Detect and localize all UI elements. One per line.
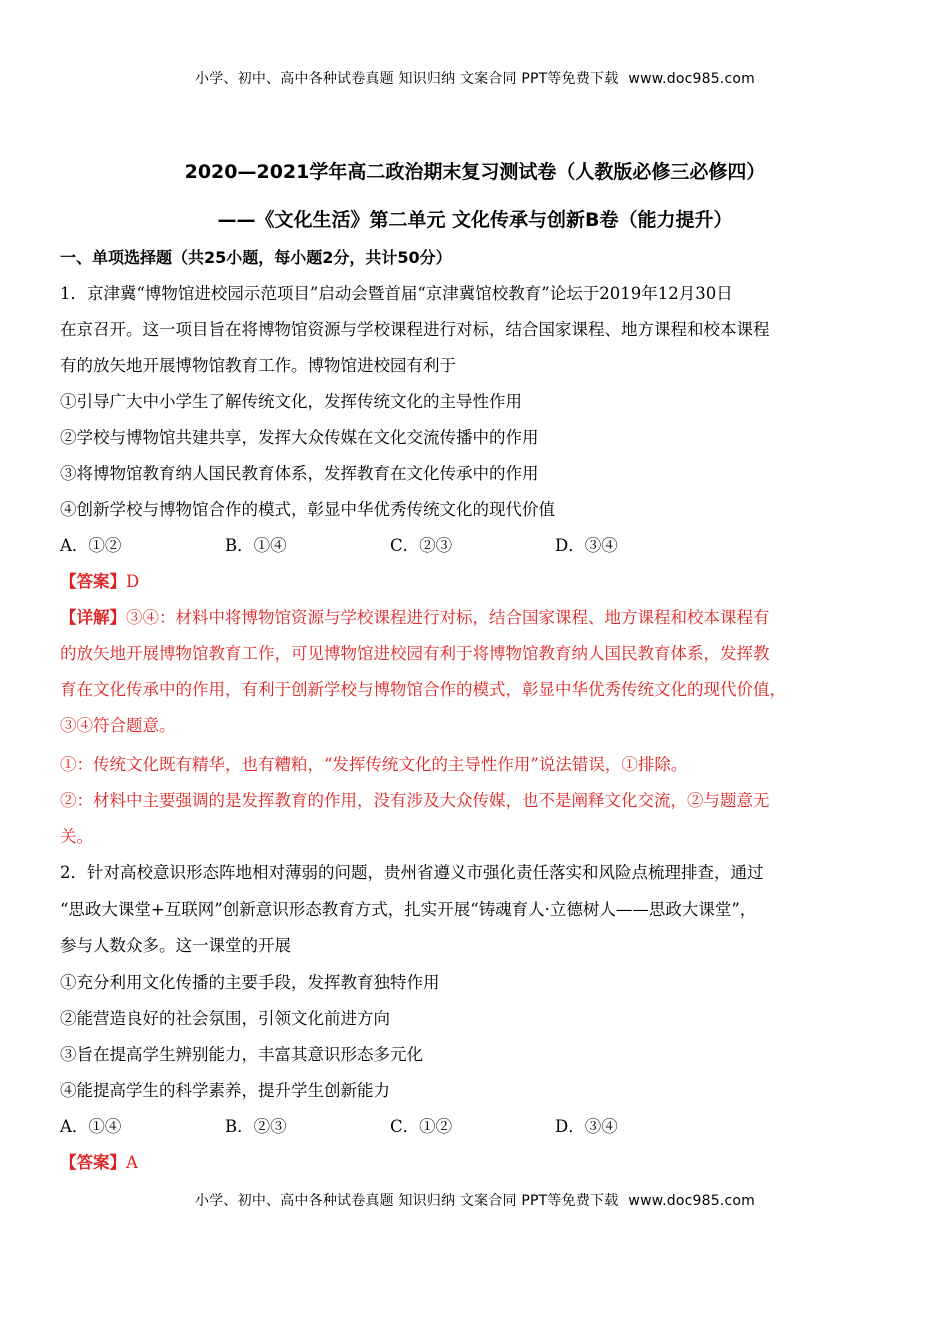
q2-item: ①充分利用文化传播的主要手段，发挥教育独特作用: [60, 973, 440, 992]
q1-item: ③将博物馆教育纳人国民教育体系，发挥教育在文化传承中的作用: [60, 464, 539, 483]
q1-stem-line: 1．京津冀“博物馆进校园示范项目”启动会暨首届“京津冀馆校教育”论坛于2019年12月30日: [60, 284, 733, 303]
q1-stem-line: 有的放矢地开展博物馆教育工作。博物馆进校园有利于: [60, 356, 456, 375]
exam-subtitle: ——《文化生活》第二单元 文化传承与创新B卷（能力提升）: [217, 209, 733, 231]
q2-option-c[interactable]: C．①②: [390, 1117, 453, 1136]
q1-option-c[interactable]: C．②③: [390, 536, 453, 555]
q2-stem-line: “思政大课堂+互联网”创新意识形态教育方式，扎实开展“铸魂育人·立德树人——思政大课堂”，: [60, 900, 757, 919]
q1-options: [60, 534, 900, 558]
q1-answer: [60, 570, 900, 594]
q2-option-a[interactable]: A．①④: [60, 1117, 122, 1136]
q1-detail-line: ③④符合题意。: [60, 716, 176, 735]
exam-title: 2020—2021学年高二政治期末复习测试卷（人教版必修三必修四）: [184, 161, 766, 183]
header-text: 小学、初中、高中各种试卷真题 知识归纳 文案合同 PPT等免费下载: [195, 71, 619, 87]
q1-option-a[interactable]: A．①②: [60, 536, 122, 555]
q1-item: ④创新学校与博物馆合作的模式，彰显中华优秀传统文化的现代价值: [60, 500, 555, 519]
q2-option-b[interactable]: B．②③: [225, 1117, 287, 1136]
q2-options: [60, 1115, 900, 1139]
section-heading: 一、单项选择题（共25小题，每小题2分，共计50分）: [60, 248, 452, 267]
q2-item: ②能营造良好的社会氛围，引领文化前进方向: [60, 1009, 390, 1028]
q1-item: ②学校与博物馆共建共享，发挥大众传媒在文化交流传播中的作用: [60, 428, 539, 447]
page-footer: [0, 1190, 950, 1210]
q2-option-d[interactable]: D．③④: [555, 1117, 618, 1136]
q1-detail-line: 育在文化传承中的作用，有利于创新学校与博物馆合作的模式，彰显中华优秀传统文化的现代价值，: [60, 680, 786, 699]
q2-answer-value: A: [126, 1153, 138, 1172]
q1-option-d[interactable]: D．③④: [555, 536, 618, 555]
q2-item: ④能提高学生的科学素养，提升学生创新能力: [60, 1081, 390, 1100]
q2-stem-line: 2．针对高校意识形态阵地相对薄弱的问题，贵州省遵义市强化责任落实和风险点梳理排查，通过: [60, 863, 764, 882]
q1-answer-label: 【答案】: [60, 572, 126, 591]
q2-answer: [60, 1151, 900, 1175]
footer-text: 小学、初中、高中各种试卷真题 知识归纳 文案合同 PPT等免费下载: [195, 1193, 619, 1209]
q1-option-b[interactable]: B．①④: [225, 536, 287, 555]
q1-detail-line: ①：传统文化既有精华，也有糟粕，“发挥传统文化的主导性作用”说法错误，①排除。: [60, 755, 688, 774]
q1-detail-text: ③④：材料中将博物馆资源与学校课程进行对标，结合国家课程、地方课程和校本课程有: [126, 608, 770, 627]
q1-answer-value: D: [126, 572, 140, 591]
q1-detail-line: 关。: [60, 827, 93, 846]
q1-detail-label: 【详解】: [60, 608, 126, 627]
q1-item: ①引导广大中小学生了解传统文化，发挥传统文化的主导性作用: [60, 392, 522, 411]
footer-domain-link[interactable]: www.doc985.com: [628, 1193, 755, 1209]
q1-detail-line: ②：材料中主要强调的是发挥教育的作用，没有涉及大众传媒，也不是阐释文化交流，②与题意无: [60, 791, 770, 810]
q1-stem-line: 在京召开。这一项目旨在将博物馆资源与学校课程进行对标，结合国家课程、地方课程和校本课程: [60, 320, 770, 339]
q2-stem-line: 参与人数众多。这一课堂的开展: [60, 936, 291, 955]
header-domain-link[interactable]: www.doc985.com: [628, 71, 755, 87]
q1-detail-line: 的放矢地开展博物馆教育工作，可见博物馆进校园有利于将博物馆教育纳人国民教育体系，发挥教: [60, 644, 770, 663]
q2-item: ③旨在提高学生辨别能力，丰富其意识形态多元化: [60, 1045, 423, 1064]
q1-detail-line: [60, 606, 900, 630]
page-header: [0, 68, 950, 88]
q2-answer-label: 【答案】: [60, 1153, 126, 1172]
